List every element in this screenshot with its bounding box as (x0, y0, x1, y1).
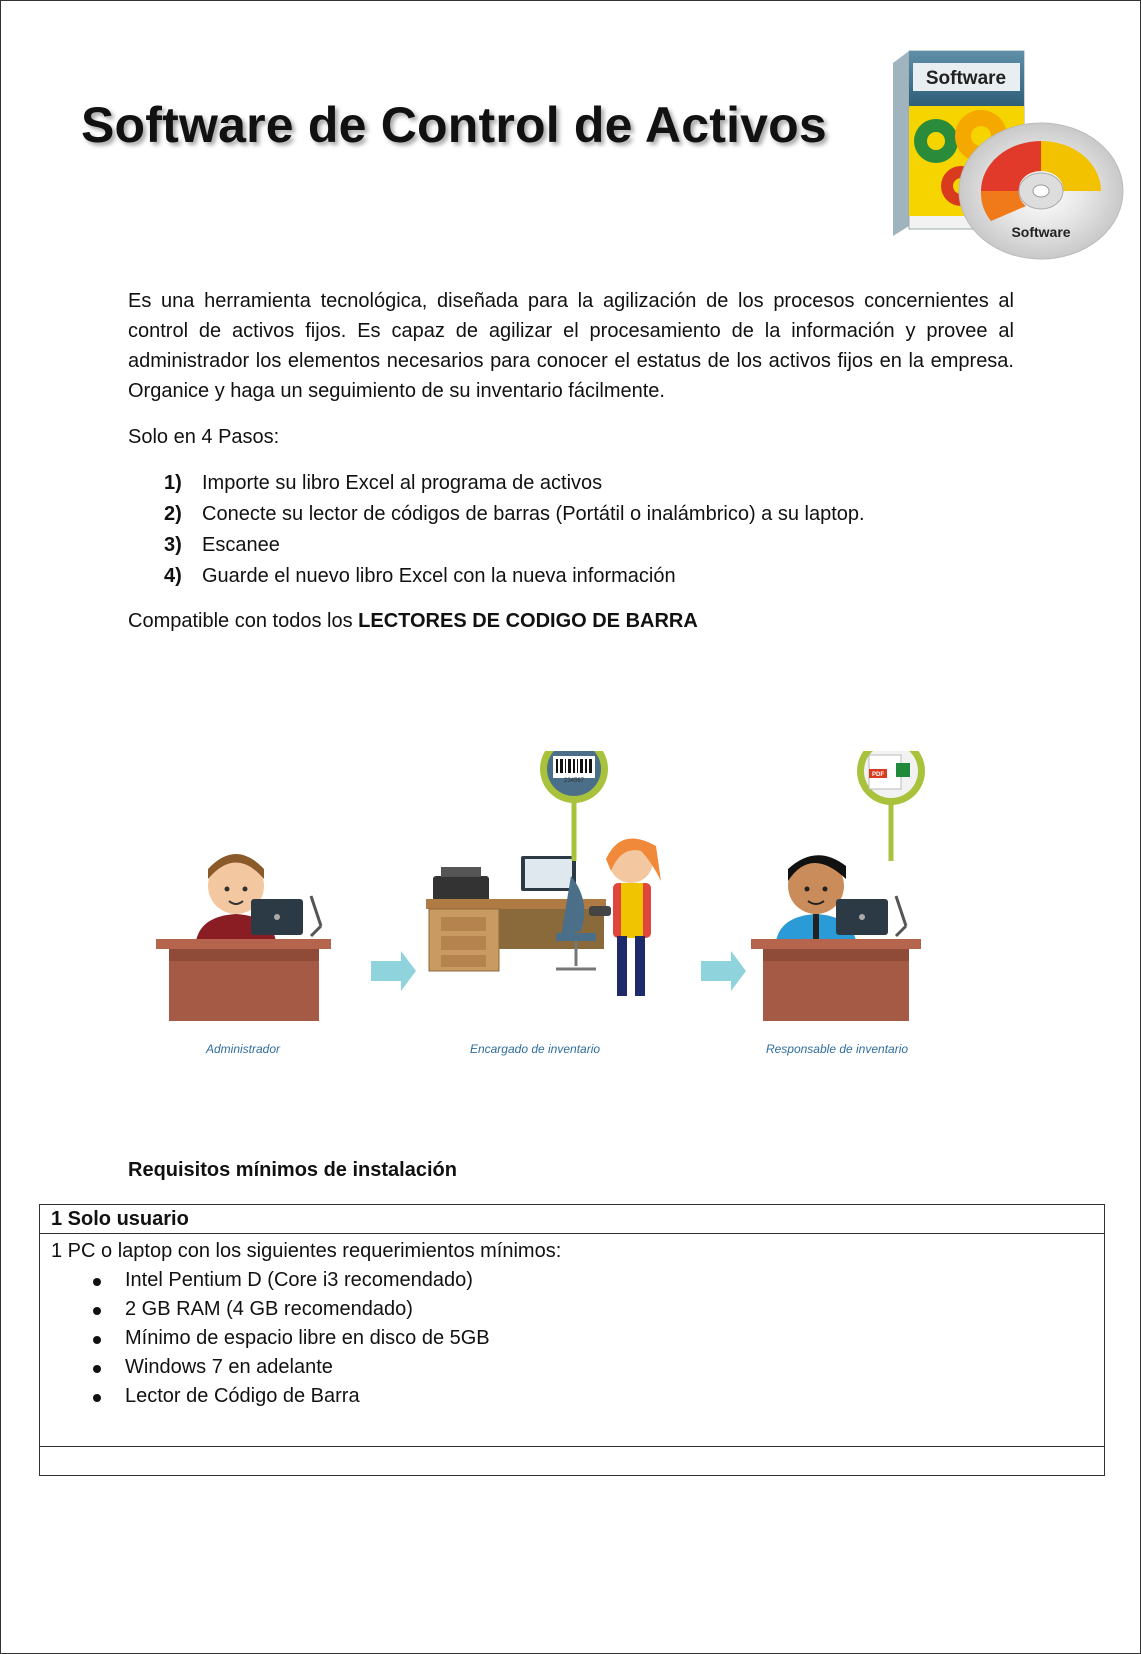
requirements-table-header: 1 Solo usuario (40, 1205, 1104, 1234)
requirements-intro: 1 PC o laptop con los siguientes requerimientos mínimos: (51, 1240, 562, 1262)
steps-label: Solo en 4 Pasos: (128, 426, 280, 448)
step-number: 1) (164, 472, 182, 494)
requirements-list (51, 1266, 1104, 1411)
list-item (164, 530, 865, 561)
compat-highlight: LECTORES DE CODIGO DE BARRA (358, 610, 698, 632)
step-text: Importe su libro Excel al programa de activos (202, 472, 603, 494)
list-item (51, 1382, 1104, 1411)
requirements-table-body (40, 1234, 1104, 1447)
intro-text: Es una herramienta tecnológica, diseñada para la agilización de los procesos concernientes al control de activos fijos. Es capaz de agilizar el procesamiento de la información y provee al administrador los elementos necesarios para conocer el estatus de los activos fijos en la empresa. Organice y haga un seguimiento de su inventario fácilmente. (128, 290, 1014, 402)
list-item (164, 468, 865, 499)
step-text: Escanee (202, 534, 280, 556)
requirement-text: Lector de Código de Barra (125, 1385, 360, 1407)
barcode-digits: 234567 (563, 778, 585, 784)
doc-label: PDF (872, 772, 884, 778)
requirement-text: Mínimo de espacio libre en disco de 5GB (125, 1327, 490, 1349)
compat-prefix: Compatible con todos los (128, 610, 359, 632)
arrow-icon (371, 951, 416, 991)
requirements-title: Requisitos mínimos de instalación (128, 1159, 457, 1181)
arrow-icon (701, 951, 746, 991)
list-item (51, 1295, 1104, 1324)
step-number: 3) (164, 534, 182, 556)
bullet-icon (93, 1307, 101, 1315)
list-item (164, 561, 865, 592)
bullet-icon (93, 1336, 101, 1344)
caption-inventory-manager: Encargado de inventario (469, 1042, 601, 1056)
step-text: Conecte su lector de códigos de barras (Portátil o inalámbrico) a su laptop. (202, 503, 865, 525)
page-title: Software de Control de Activos (81, 97, 827, 153)
step-number: 4) (164, 565, 182, 587)
list-item (51, 1266, 1104, 1295)
inventory-manager-figure (426, 751, 661, 996)
bullet-icon (93, 1394, 101, 1402)
box-label: Software (925, 68, 1007, 89)
requirement-text: Windows 7 en adelante (125, 1356, 333, 1378)
list-item (51, 1324, 1104, 1353)
inventory-responsible-figure (751, 751, 925, 1021)
step-text: Guarde el nuevo libro Excel con la nueva información (202, 565, 676, 587)
requirement-text: 2 GB RAM (4 GB recomendado) (125, 1298, 413, 1320)
requirements-table (39, 1204, 1105, 1476)
intro-paragraph (128, 286, 1014, 406)
step-number: 2) (164, 503, 182, 525)
caption-inventory-responsible: Responsable de inventario (765, 1042, 909, 1056)
bullet-icon (93, 1365, 101, 1373)
steps-list (164, 468, 865, 592)
disc-label: Software (1011, 224, 1071, 240)
compatibility-note (128, 606, 1014, 636)
workflow-illustration (151, 751, 991, 1071)
caption-administrator: Administrador (205, 1042, 281, 1056)
bullet-icon (93, 1278, 101, 1286)
requirement-text: Intel Pentium D (Core i3 recomendado) (125, 1269, 473, 1291)
list-item (51, 1353, 1104, 1382)
administrator-figure (156, 854, 331, 1021)
requirements-table-empty-row (40, 1447, 1104, 1475)
list-item (164, 499, 865, 530)
software-box-image (891, 41, 1131, 266)
